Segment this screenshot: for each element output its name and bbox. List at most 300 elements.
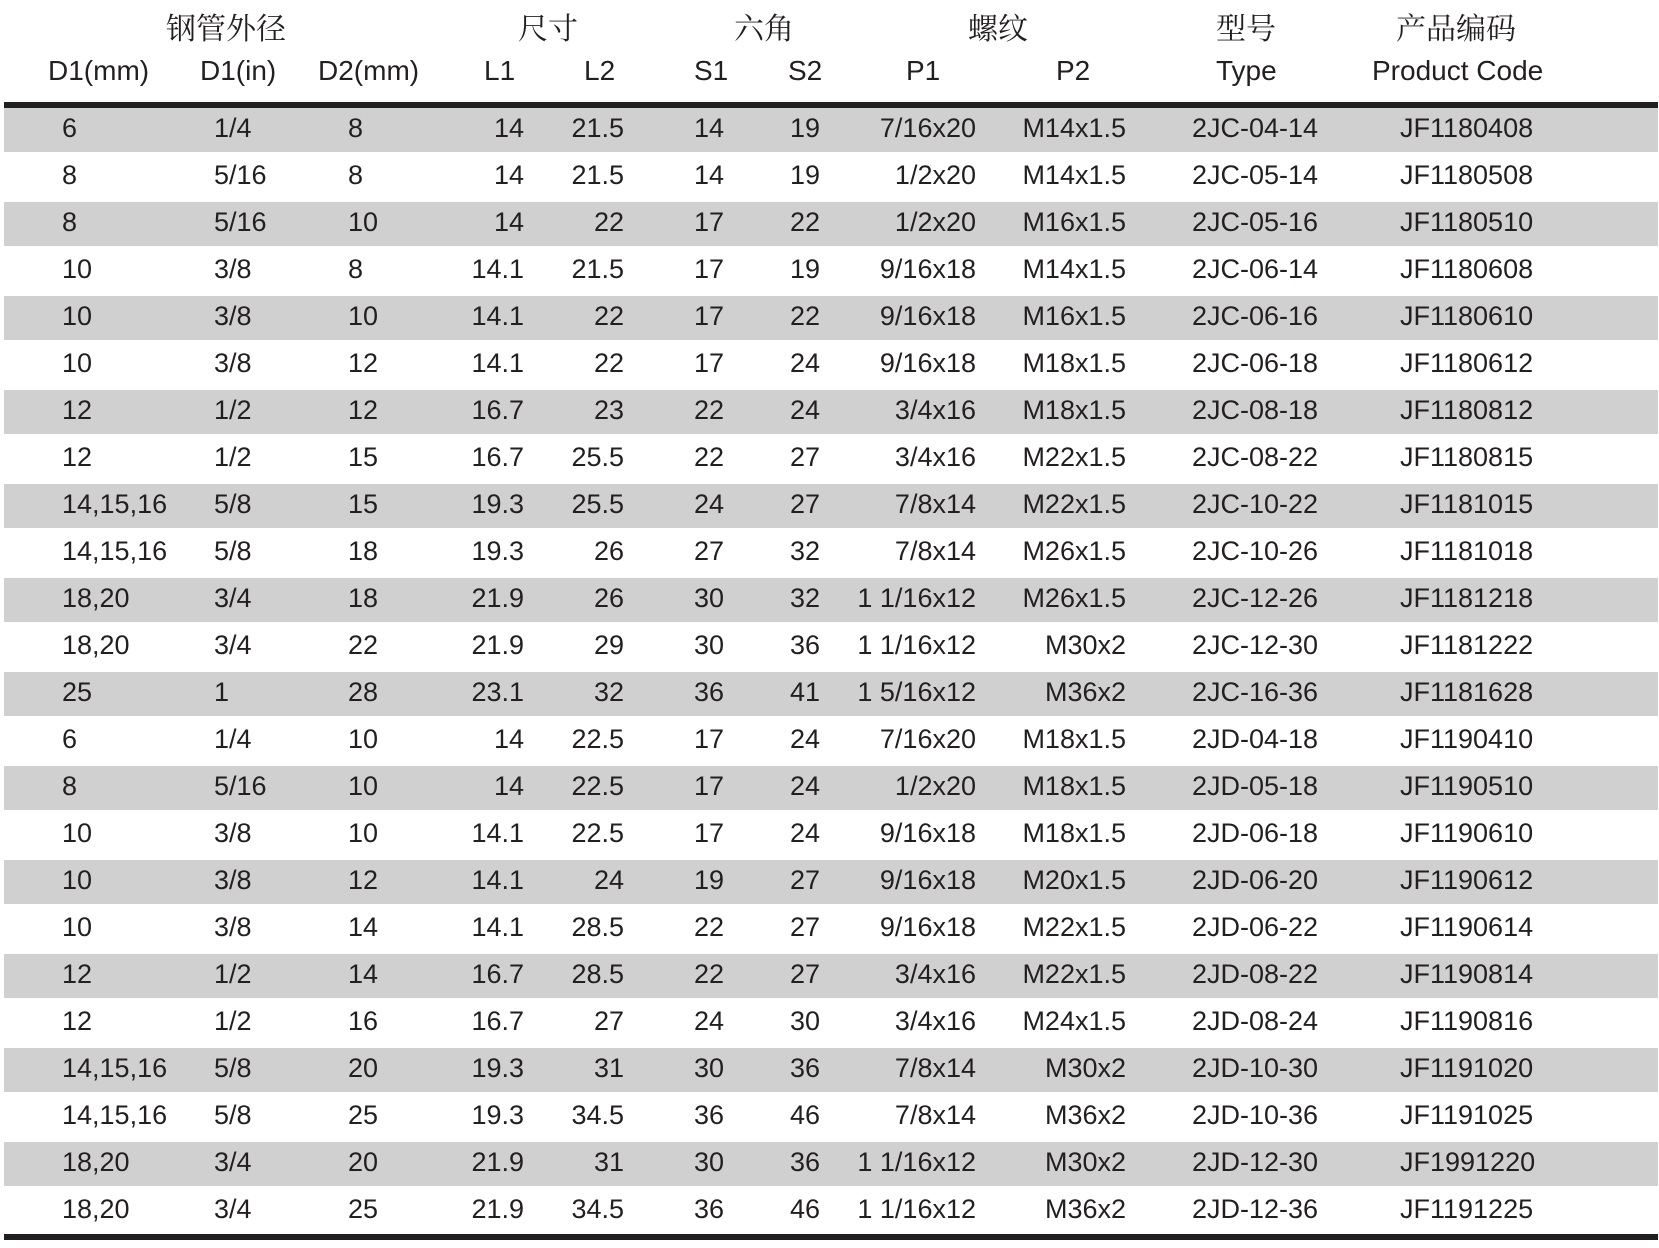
cell-s1: 36 — [694, 677, 725, 707]
cell-l1: 14.1 — [471, 254, 524, 284]
column-header-p1: P1 — [906, 55, 941, 86]
cell-l1: 14 — [493, 160, 524, 190]
cell-type: 2JD-08-24 — [1192, 1006, 1319, 1036]
cell-d2-mm: 10 — [348, 771, 379, 801]
column-header-d1-in: D1(in) — [200, 55, 277, 86]
cell-s1: 19 — [694, 865, 725, 895]
table-body — [4, 108, 1658, 1233]
table-row — [4, 1001, 1658, 1045]
cell-l1: 16.7 — [471, 959, 524, 989]
cell-p2: M18x1.5 — [1022, 771, 1126, 801]
cell-p1: 7/8x14 — [894, 489, 976, 519]
cell-l2: 29 — [593, 630, 624, 660]
cell-d1-in: 5/8 — [214, 489, 252, 519]
cell-s1: 24 — [694, 489, 725, 519]
table-row — [4, 484, 1658, 528]
cell-d1-mm: 18,20 — [62, 630, 130, 660]
table-row — [4, 390, 1658, 434]
cell-d2-mm: 28 — [348, 677, 379, 707]
cell-product-code: JF1180812 — [1400, 395, 1534, 425]
cell-p2: M18x1.5 — [1022, 724, 1126, 754]
table-row — [4, 578, 1658, 622]
cell-d2-mm: 15 — [348, 442, 379, 472]
cell-d1-in: 1/2 — [214, 442, 252, 472]
cell-p2: M14x1.5 — [1022, 160, 1126, 190]
cell-l2: 31 — [593, 1053, 624, 1083]
cell-type: 2JC-12-30 — [1192, 630, 1319, 660]
cell-d1-in: 5/8 — [214, 1100, 252, 1130]
cell-d1-mm: 25 — [62, 677, 93, 707]
cell-p1: 3/4x16 — [894, 959, 976, 989]
cell-s1: 17 — [694, 207, 725, 237]
cell-d1-mm: 14,15,16 — [62, 536, 168, 566]
cell-type: 2JC-10-22 — [1192, 489, 1319, 519]
cell-product-code: JF1180408 — [1400, 113, 1534, 143]
table-row — [4, 813, 1658, 857]
cell-product-code: JF1191025 — [1400, 1100, 1534, 1130]
cell-p1: 9/16x18 — [879, 818, 976, 848]
cell-product-code: JF1190614 — [1400, 912, 1534, 942]
group-header-thread: 螺纹 — [968, 12, 1028, 47]
cell-product-code: JF1180815 — [1400, 442, 1534, 472]
cell-d1-in: 1/2 — [214, 1006, 252, 1036]
cell-s1: 17 — [694, 724, 725, 754]
cell-p1: 7/8x14 — [894, 1053, 976, 1083]
cell-d1-mm: 10 — [62, 301, 93, 331]
column-header-s1: S1 — [694, 55, 729, 86]
cell-d2-mm: 20 — [348, 1147, 379, 1177]
table-row — [4, 1142, 1658, 1186]
cell-p2: M30x2 — [1044, 630, 1126, 660]
cell-d2-mm: 8 — [348, 254, 364, 284]
cell-type: 2JC-08-18 — [1192, 395, 1319, 425]
cell-p1: 1/2x20 — [894, 207, 976, 237]
cell-d1-mm: 14,15,16 — [62, 1053, 168, 1083]
table-row — [4, 108, 1658, 152]
table-row — [4, 296, 1658, 340]
column-header-row — [4, 46, 1658, 102]
cell-s2: 24 — [790, 348, 821, 378]
cell-d2-mm: 14 — [348, 959, 379, 989]
cell-product-code: JF1991220 — [1400, 1147, 1536, 1177]
cell-s2: 27 — [790, 489, 821, 519]
cell-d1-mm: 18,20 — [62, 583, 130, 613]
cell-d1-in: 1/2 — [214, 959, 252, 989]
cell-product-code: JF1190814 — [1400, 959, 1534, 989]
cell-d2-mm: 10 — [348, 724, 379, 754]
cell-product-code: JF1190510 — [1400, 771, 1534, 801]
cell-s2: 27 — [790, 442, 821, 472]
cell-p1: 1/2x20 — [894, 160, 976, 190]
footer-divider — [4, 1234, 1658, 1240]
cell-type: 2JC-10-26 — [1192, 536, 1319, 566]
cell-type: 2JD-06-20 — [1192, 865, 1319, 895]
cell-s1: 22 — [694, 912, 725, 942]
cell-d1-mm: 10 — [62, 348, 93, 378]
table-row — [4, 672, 1658, 716]
cell-d1-in: 3/8 — [214, 301, 252, 331]
cell-d1-in: 1/4 — [214, 724, 252, 754]
cell-type: 2JD-04-18 — [1192, 724, 1319, 754]
cell-s2: 32 — [790, 583, 821, 613]
cell-l1: 16.7 — [471, 1006, 524, 1036]
cell-type: 2JD-08-22 — [1192, 959, 1319, 989]
cell-d1-mm: 10 — [62, 912, 93, 942]
cell-d1-mm: 12 — [62, 395, 93, 425]
cell-d1-in: 5/16 — [214, 160, 267, 190]
cell-p2: M26x1.5 — [1022, 536, 1126, 566]
cell-d1-in: 5/16 — [214, 207, 267, 237]
cell-d1-in: 3/4 — [214, 1194, 252, 1224]
cell-d1-mm: 8 — [62, 160, 78, 190]
cell-d2-mm: 10 — [348, 207, 379, 237]
cell-s2: 27 — [790, 912, 821, 942]
cell-d1-mm: 8 — [62, 207, 78, 237]
cell-product-code: JF1180510 — [1400, 207, 1534, 237]
table-row — [4, 531, 1658, 575]
cell-p1: 1 1/16x12 — [857, 1147, 976, 1177]
cell-d2-mm: 10 — [348, 818, 379, 848]
cell-l1: 14.1 — [471, 912, 524, 942]
cell-type: 2JC-05-16 — [1192, 207, 1319, 237]
cell-p2: M36x2 — [1044, 1194, 1126, 1224]
cell-s2: 19 — [790, 160, 821, 190]
cell-s1: 30 — [694, 630, 725, 660]
cell-product-code: JF1181222 — [1400, 630, 1534, 660]
spec-table — [4, 0, 1658, 1240]
cell-type: 2JC-05-14 — [1192, 160, 1319, 190]
cell-d1-in: 5/8 — [214, 536, 252, 566]
column-header-p2: P2 — [1056, 55, 1091, 86]
cell-d2-mm: 12 — [348, 865, 379, 895]
cell-p2: M16x1.5 — [1022, 207, 1126, 237]
cell-p2: M26x1.5 — [1022, 583, 1126, 613]
cell-s1: 24 — [694, 1006, 725, 1036]
table-row — [4, 343, 1658, 387]
cell-p2: M24x1.5 — [1022, 1006, 1126, 1036]
cell-product-code: JF1180610 — [1400, 301, 1534, 331]
table-row — [4, 1048, 1658, 1092]
cell-l2: 22.5 — [571, 818, 624, 848]
cell-product-code: JF1191225 — [1400, 1194, 1534, 1224]
cell-d1-mm: 10 — [62, 254, 93, 284]
cell-p2: M30x2 — [1044, 1053, 1126, 1083]
table-row — [4, 954, 1658, 998]
cell-d1-mm: 8 — [62, 771, 78, 801]
table-row — [4, 1189, 1658, 1233]
cell-product-code: JF1190816 — [1400, 1006, 1534, 1036]
cell-d1-in: 3/8 — [214, 818, 252, 848]
column-header-d1-mm: D1(mm) — [48, 55, 150, 86]
cell-l1: 19.3 — [471, 1100, 524, 1130]
column-header-s2: S2 — [788, 55, 823, 86]
cell-s2: 19 — [790, 254, 821, 284]
cell-d2-mm: 15 — [348, 489, 379, 519]
table-row — [4, 249, 1658, 293]
cell-s2: 24 — [790, 771, 821, 801]
cell-l1: 14 — [493, 113, 524, 143]
cell-type: 2JD-12-36 — [1192, 1194, 1319, 1224]
cell-type: 2JD-10-36 — [1192, 1100, 1319, 1130]
cell-d1-mm: 18,20 — [62, 1194, 130, 1224]
cell-l2: 21.5 — [571, 160, 624, 190]
cell-d2-mm: 22 — [348, 630, 379, 660]
table-row — [4, 1095, 1658, 1139]
group-header-product-code: 产品编码 — [1396, 12, 1516, 47]
cell-s1: 22 — [694, 959, 725, 989]
cell-l1: 19.3 — [471, 489, 524, 519]
cell-product-code: JF1180608 — [1400, 254, 1534, 284]
cell-d1-in: 3/4 — [214, 1147, 252, 1177]
cell-s2: 36 — [790, 1147, 821, 1177]
cell-l1: 16.7 — [471, 395, 524, 425]
cell-s1: 17 — [694, 254, 725, 284]
cell-type: 2JC-08-22 — [1192, 442, 1319, 472]
cell-d1-in: 3/8 — [214, 912, 252, 942]
cell-p1: 9/16x18 — [879, 301, 976, 331]
cell-s2: 24 — [790, 818, 821, 848]
cell-l1: 21.9 — [471, 630, 524, 660]
cell-l1: 14.1 — [471, 301, 524, 331]
cell-product-code: JF1180508 — [1400, 160, 1534, 190]
cell-s2: 22 — [790, 207, 821, 237]
cell-s1: 22 — [694, 442, 725, 472]
group-header-tube-od: 钢管外径 — [166, 12, 286, 47]
cell-s1: 17 — [694, 771, 725, 801]
cell-l2: 25.5 — [571, 489, 624, 519]
cell-l1: 16.7 — [471, 442, 524, 472]
cell-p2: M22x1.5 — [1022, 489, 1126, 519]
cell-l1: 19.3 — [471, 536, 524, 566]
cell-type: 2JD-05-18 — [1192, 771, 1319, 801]
cell-d1-in: 1/2 — [214, 395, 252, 425]
cell-p2: M18x1.5 — [1022, 395, 1126, 425]
cell-type: 2JC-16-36 — [1192, 677, 1319, 707]
cell-p1: 7/16x20 — [879, 113, 976, 143]
cell-d1-in: 5/8 — [214, 1053, 252, 1083]
column-header-d2-mm: D2(mm) — [318, 55, 420, 86]
cell-d2-mm: 8 — [348, 160, 364, 190]
cell-s1: 30 — [694, 583, 725, 613]
cell-p1: 3/4x16 — [894, 1006, 976, 1036]
cell-l1: 21.9 — [471, 1147, 524, 1177]
cell-d1-in: 3/8 — [214, 865, 252, 895]
cell-s1: 17 — [694, 818, 725, 848]
group-header-model: 型号 — [1216, 12, 1276, 47]
cell-d1-mm: 10 — [62, 865, 93, 895]
cell-p2: M22x1.5 — [1022, 912, 1126, 942]
table-row — [4, 437, 1658, 481]
cell-type: 2JC-06-16 — [1192, 301, 1319, 331]
cell-d1-mm: 12 — [62, 959, 93, 989]
cell-s2: 27 — [790, 865, 821, 895]
cell-s2: 24 — [790, 395, 821, 425]
cell-d1-mm: 18,20 — [62, 1147, 130, 1177]
cell-p1: 3/4x16 — [894, 442, 976, 472]
cell-l1: 21.9 — [471, 1194, 524, 1224]
cell-s1: 36 — [694, 1194, 725, 1224]
cell-d1-in: 1 — [214, 677, 230, 707]
cell-l2: 22 — [593, 301, 624, 331]
cell-d1-in: 3/8 — [214, 348, 252, 378]
cell-type: 2JC-06-14 — [1192, 254, 1319, 284]
cell-p2: M36x2 — [1044, 677, 1126, 707]
cell-l2: 28.5 — [571, 959, 624, 989]
cell-type: 2JD-12-30 — [1192, 1147, 1319, 1177]
cell-l1: 23.1 — [471, 677, 524, 707]
cell-l2: 22 — [593, 348, 624, 378]
cell-s1: 14 — [694, 160, 725, 190]
cell-p2: M18x1.5 — [1022, 348, 1126, 378]
cell-product-code: JF1181628 — [1400, 677, 1534, 707]
cell-l1: 21.9 — [471, 583, 524, 613]
cell-l2: 22.5 — [571, 724, 624, 754]
cell-product-code: JF1190610 — [1400, 818, 1534, 848]
cell-d1-mm: 6 — [62, 113, 78, 143]
cell-p1: 9/16x18 — [879, 865, 976, 895]
cell-product-code: JF1181018 — [1400, 536, 1534, 566]
cell-type: 2JD-06-22 — [1192, 912, 1319, 942]
cell-l2: 26 — [593, 583, 624, 613]
cell-l2: 34.5 — [571, 1194, 624, 1224]
cell-l1: 14.1 — [471, 818, 524, 848]
table-row — [4, 202, 1658, 246]
cell-l2: 25.5 — [571, 442, 624, 472]
cell-d2-mm: 25 — [348, 1194, 379, 1224]
cell-p2: M36x2 — [1044, 1100, 1126, 1130]
cell-d1-in: 5/16 — [214, 771, 267, 801]
cell-d2-mm: 18 — [348, 583, 379, 613]
cell-d2-mm: 16 — [348, 1006, 379, 1036]
cell-p1: 7/8x14 — [894, 1100, 976, 1130]
cell-d1-mm: 10 — [62, 818, 93, 848]
cell-d2-mm: 12 — [348, 348, 379, 378]
cell-s2: 36 — [790, 630, 821, 660]
cell-d1-mm: 12 — [62, 442, 93, 472]
cell-p1: 7/8x14 — [894, 536, 976, 566]
cell-d1-in: 1/4 — [214, 113, 252, 143]
cell-p1: 1 1/16x12 — [857, 583, 976, 613]
cell-l1: 14 — [493, 207, 524, 237]
table-row — [4, 907, 1658, 951]
cell-s2: 30 — [790, 1006, 821, 1036]
group-header-dimensions: 尺寸 — [518, 12, 578, 47]
cell-l1: 14 — [493, 771, 524, 801]
cell-l2: 31 — [593, 1147, 624, 1177]
cell-d2-mm: 18 — [348, 536, 379, 566]
cell-type: 2JD-06-18 — [1192, 818, 1319, 848]
cell-d1-mm: 12 — [62, 1006, 93, 1036]
cell-s2: 24 — [790, 724, 821, 754]
cell-product-code: JF1180612 — [1400, 348, 1534, 378]
cell-s1: 30 — [694, 1147, 725, 1177]
cell-p1: 1 5/16x12 — [857, 677, 976, 707]
cell-product-code: JF1181218 — [1400, 583, 1534, 613]
cell-d2-mm: 8 — [348, 113, 364, 143]
cell-s1: 30 — [694, 1053, 725, 1083]
cell-s1: 22 — [694, 395, 725, 425]
cell-s1: 27 — [694, 536, 725, 566]
cell-s1: 36 — [694, 1100, 725, 1130]
group-header-hex: 六角 — [734, 12, 794, 47]
cell-type: 2JC-04-14 — [1192, 113, 1319, 143]
cell-d2-mm: 20 — [348, 1053, 379, 1083]
cell-l2: 22 — [593, 207, 624, 237]
cell-l2: 34.5 — [571, 1100, 624, 1130]
cell-s2: 46 — [790, 1194, 821, 1224]
cell-p1: 3/4x16 — [894, 395, 976, 425]
cell-s2: 27 — [790, 959, 821, 989]
group-header-row — [4, 0, 1658, 46]
cell-p2: M22x1.5 — [1022, 442, 1126, 472]
table-row — [4, 155, 1658, 199]
cell-p1: 1/2x20 — [894, 771, 976, 801]
cell-p1: 9/16x18 — [879, 348, 976, 378]
cell-l1: 19.3 — [471, 1053, 524, 1083]
cell-d1-mm: 14,15,16 — [62, 1100, 168, 1130]
cell-l1: 14.1 — [471, 865, 524, 895]
cell-l1: 14 — [493, 724, 524, 754]
cell-l1: 14.1 — [471, 348, 524, 378]
cell-product-code: JF1190410 — [1400, 724, 1534, 754]
cell-s1: 17 — [694, 301, 725, 331]
cell-l2: 28.5 — [571, 912, 624, 942]
cell-type: 2JD-10-30 — [1192, 1053, 1319, 1083]
cell-l2: 26 — [593, 536, 624, 566]
cell-s2: 46 — [790, 1100, 821, 1130]
cell-p1: 9/16x18 — [879, 254, 976, 284]
cell-l2: 21.5 — [571, 254, 624, 284]
cell-d2-mm: 12 — [348, 395, 379, 425]
cell-p1: 1 1/16x12 — [857, 630, 976, 660]
cell-d1-in: 3/4 — [214, 630, 252, 660]
cell-l2: 24 — [593, 865, 624, 895]
column-header-product-code: Product Code — [1372, 55, 1544, 86]
cell-product-code: JF1191020 — [1400, 1053, 1534, 1083]
table-row — [4, 860, 1658, 904]
cell-p2: M30x2 — [1044, 1147, 1126, 1177]
cell-l2: 21.5 — [571, 113, 624, 143]
cell-l2: 27 — [593, 1006, 624, 1036]
column-header-type: Type — [1216, 55, 1277, 86]
cell-s2: 19 — [790, 113, 821, 143]
cell-product-code: JF1190612 — [1400, 865, 1534, 895]
cell-p1: 1 1/16x12 — [857, 1194, 976, 1224]
cell-s2: 36 — [790, 1053, 821, 1083]
cell-s2: 32 — [790, 536, 821, 566]
cell-product-code: JF1181015 — [1400, 489, 1534, 519]
cell-p2: M20x1.5 — [1022, 865, 1126, 895]
cell-p1: 7/16x20 — [879, 724, 976, 754]
cell-p1: 9/16x18 — [879, 912, 976, 942]
table-row — [4, 766, 1658, 810]
cell-d2-mm: 25 — [348, 1100, 379, 1130]
cell-l2: 32 — [593, 677, 624, 707]
cell-s2: 22 — [790, 301, 821, 331]
column-header-l2: L2 — [584, 55, 616, 86]
column-header-l1: L1 — [484, 55, 516, 86]
cell-d1-mm: 14,15,16 — [62, 489, 168, 519]
cell-s1: 14 — [694, 113, 725, 143]
cell-p2: M22x1.5 — [1022, 959, 1126, 989]
cell-type: 2JC-06-18 — [1192, 348, 1319, 378]
cell-s1: 17 — [694, 348, 725, 378]
cell-p2: M14x1.5 — [1022, 254, 1126, 284]
cell-type: 2JC-12-26 — [1192, 583, 1319, 613]
cell-d1-in: 3/8 — [214, 254, 252, 284]
table-row — [4, 625, 1658, 669]
cell-p2: M14x1.5 — [1022, 113, 1126, 143]
